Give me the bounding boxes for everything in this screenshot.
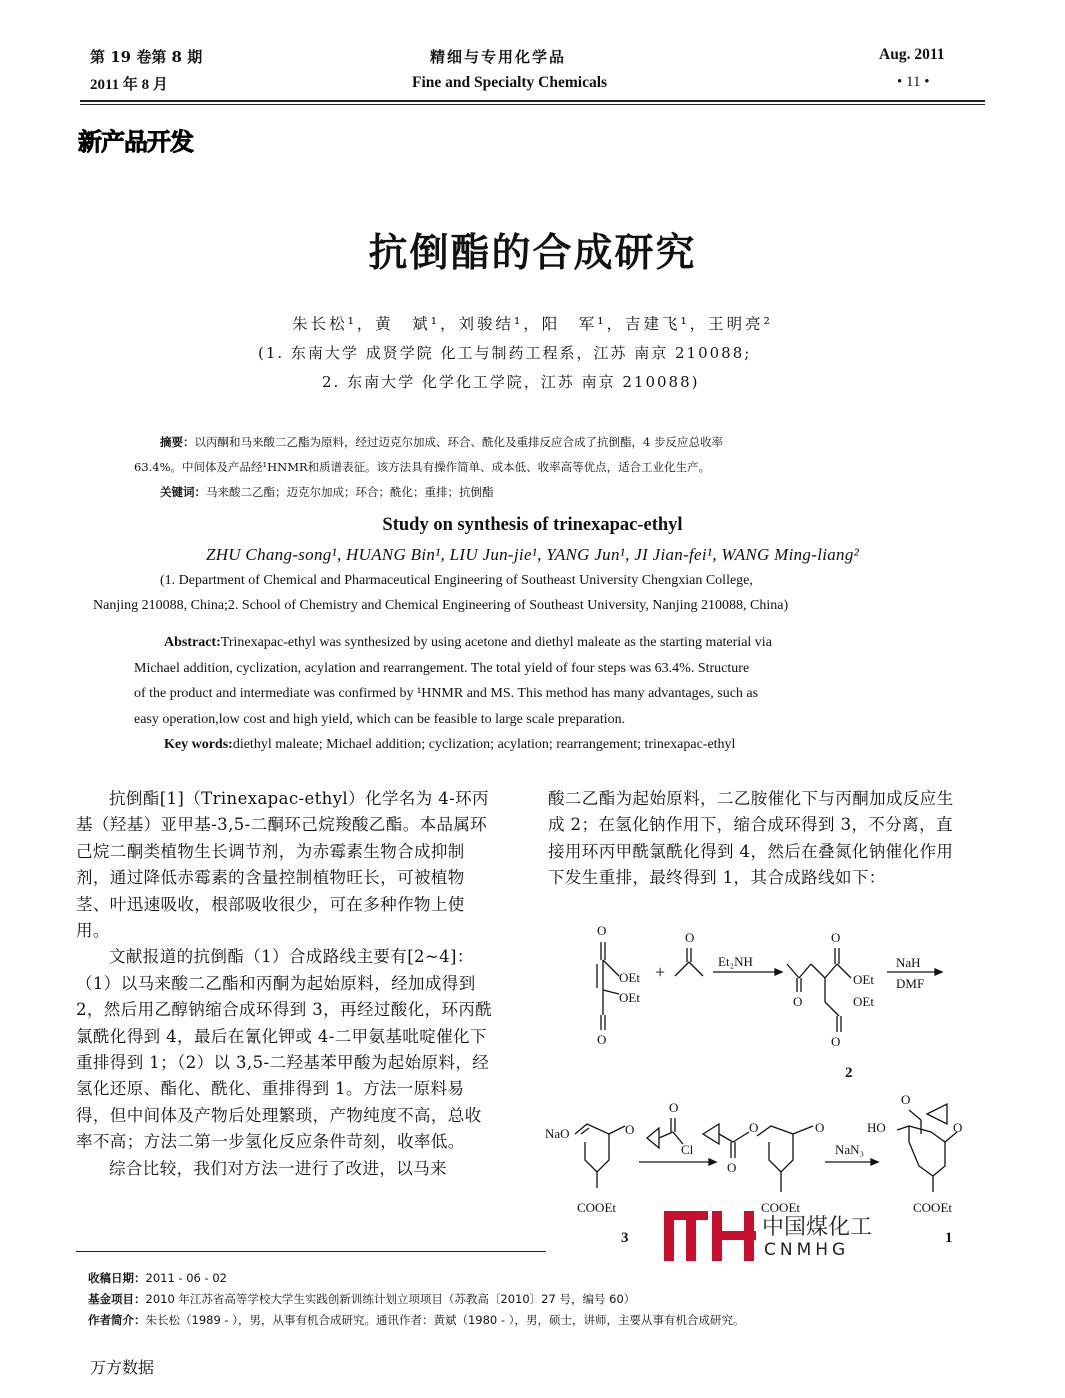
scheme-cl: Cl <box>681 1142 694 1157</box>
section-label: 新产品开发 <box>78 128 193 156</box>
keywords-cn <box>160 480 494 505</box>
body-paragraph-2: 文献报道的抗倒酯（1）合成路线主要有[2~4]：（1）以马来酸二乙酯和丙酮为起始原料，经加成得到 2，然后用乙醇钠缩合成环得到 3，再经过酸化，环丙酰氯酰化得到 4，最后在氰化钾或 4-二甲氨基吡啶催化下重排得到 1；（2）以 3,5-二羟基苯甲酸为起始原料，经氢化还原、酯化、酰化、重排得到 1。方法一原料易得，但中间体及产物后处理繁琐，产物纯度不高，总收率不高；方法二第一步氢化反应条件苛刻，收率低。 <box>76 947 493 1152</box>
compound-1-structure <box>867 1092 962 1215</box>
received-date: 2011 - 06 - 02 <box>145 1271 227 1285</box>
reagent-et2nh: Et₂NH <box>718 954 753 969</box>
keywords-en-label: Key words: <box>164 737 233 752</box>
scheme-o: O <box>625 1122 635 1137</box>
fund-label: 基金项目： <box>88 1292 146 1306</box>
watermark-brand-cn: 中国煤化工 <box>762 1215 873 1240</box>
fund-text: 2010 年江苏省高等学校大学生实践创新训练计划立项项目（苏教高〔2010〕27 号，编号 60） <box>145 1292 636 1306</box>
scheme-o: O <box>953 1120 963 1135</box>
body-paragraph-3: 综合比较，我们对方法一进行了改进，以马来 <box>109 1158 447 1178</box>
scheme-oet: OEt <box>619 990 640 1005</box>
compound-3-structure <box>545 1122 634 1215</box>
affiliation-en-2: Nanjing 210088, China;2. School of Chemistry and Chemical Engineering of Southeast University, Nanjing 210088, China) <box>93 598 789 613</box>
abstract-en-line-4: easy operation,low cost and high yield, which can be feasible to large scale preparation. <box>134 711 626 727</box>
reagent-nah: NaH <box>896 955 921 970</box>
acetone-structure <box>675 930 703 976</box>
footnote-rule <box>76 1251 546 1252</box>
keywords-cn-label: 关键词： <box>160 485 206 499</box>
scheme-o: O <box>831 1034 841 1049</box>
abstract-en-line-2: Michael addition, cyclization, acylation and rearrangement. The total yield of four steps was 63.4%. Structure <box>134 660 750 676</box>
diethyl-maleate-structure <box>597 923 640 1047</box>
scheme-o: O <box>901 1092 911 1107</box>
scheme-o: O <box>793 994 803 1009</box>
scheme-cooet: COOEt <box>761 1200 800 1215</box>
scheme-o: O <box>815 1120 825 1135</box>
scheme-o: O <box>597 1032 607 1047</box>
scheme-ho: HO <box>867 1120 886 1135</box>
abstract-en-line-1: Trinexapac-ethyl was synthesized by using acetone and diethyl maleate as the starting material via <box>220 635 772 650</box>
scheme-o: O <box>749 1120 759 1135</box>
abstract-cn-line-2: 63.4%。中间体及产品经¹HNMR和质谱表征。该方法具有操作简单、成本低、收率高等优点，适合工业化生产。 <box>134 460 711 474</box>
compound-label-3: 3 <box>621 1230 629 1246</box>
page-number: • 11 • <box>897 74 930 90</box>
scheme-plus: + <box>655 962 666 982</box>
scheme-o: O <box>669 1100 679 1115</box>
scheme-oet: OEt <box>853 972 874 987</box>
abstract-cn-label: 摘要： <box>160 435 195 449</box>
synthesis-scheme <box>535 920 980 1250</box>
reagent-dmf: DMF <box>896 976 925 991</box>
journal-date-cn: 2011 年 8 月 <box>90 77 168 93</box>
scheme-o: O <box>597 923 607 938</box>
cnmhg-logo-icon <box>660 1207 760 1265</box>
scheme-o: O <box>727 1160 737 1175</box>
title-en: Study on synthesis of trinexapac-ethyl <box>382 515 683 535</box>
reagent-nan3: NaN₃ <box>835 1142 865 1157</box>
authors-en: ZHU Chang-song¹, HUANG Bin¹, LIU Jun-jie¹, YANG Jun¹, JI Jian-fei¹, WANG Ming-liang² <box>205 545 860 564</box>
journal-name-cn: 精细与专用化学品 <box>430 48 567 66</box>
scheme-cooet: COOEt <box>577 1200 616 1215</box>
author-label: 作者简介： <box>88 1313 146 1327</box>
body-paragraph-right: 酸二乙酯为起始原料，二乙胺催化下与丙酮加成反应生成 2；在氢化钠作用下，缩合成环得到 3，不分离，直接用环丙甲酰氯酰化得到 4，然后在叠氮化钠催化作用下发生重排，最终得到 1，其合成路线如下： <box>548 789 954 888</box>
scheme-cooet: COOEt <box>913 1200 952 1215</box>
scheme-nao: NaO <box>545 1126 570 1141</box>
abstract-en-label: Abstract: <box>164 635 221 650</box>
compound-4-structure <box>703 1120 824 1215</box>
compound-2-structure <box>787 930 874 1049</box>
footnotes <box>88 1268 988 1331</box>
body-left-column <box>76 786 496 1182</box>
compound-label-1: 1 <box>945 1230 953 1246</box>
authors-cn: 朱长松¹，黄 斌¹，刘骏结¹，阳 军¹，吉建飞¹，王明亮² <box>292 315 773 333</box>
header-rule-thin <box>80 104 985 105</box>
scheme-o: O <box>685 930 695 945</box>
scheme-oet: OEt <box>853 994 874 1009</box>
author-text: 朱长松（1989 - ），男，从事有机合成研究。通讯作者：黄斌（1980 - ），男，硕士，讲师，主要从事有机合成研究。 <box>145 1313 745 1327</box>
watermark-brand-en: CNMHG <box>764 1240 850 1260</box>
abstract-cn-line-1: 以丙酮和马来酸二乙酯为原料，经过迈克尔加成、环合、酰化及重排反应合成了抗倒酯，4 步反应总收率 <box>194 435 723 449</box>
body-paragraph-1: 抗倒酯[1]（Trinexapac-ethyl）化学名为 4-环丙基（羟基）亚甲基-3,5-二酮环己烷羧酸乙酯。本品属环己烷二酮类植物生长调节剂，为赤霉素生物合成抑制剂，通过降低赤霉素的含量控制植物旺长，可被植物茎、叶迅速吸收，根部吸收很少，可在多种作物上使用。 <box>76 789 489 941</box>
cyclopropanecarbonyl-chloride-structure <box>647 1100 694 1157</box>
header-rule <box>80 100 985 102</box>
keywords-en-text: diethyl maleate; Michael addition; cyclization; acylation; rearrangement; trinexapac-ethyl <box>232 737 736 752</box>
abstract-en <box>134 630 914 758</box>
scheme-o: O <box>831 930 841 945</box>
received-label: 收稿日期： <box>88 1271 146 1285</box>
abstract-en-line-3: of the product and intermediate was confirmed by ¹HNMR and MS. This method has many advantages, such as <box>134 686 759 701</box>
keywords-cn-text: 马来酸二乙酯；迈克尔加成；环合；酰化；重排；抗倒酯 <box>206 485 494 499</box>
affiliation-cn-1: (1. 东南大学 成贤学院 化工与制药工程系，江苏 南京 210088; <box>258 344 752 362</box>
body-right-column <box>548 786 968 892</box>
affiliation-cn-2: 2. 东南大学 化学化工学院，江苏 南京 210088) <box>322 373 700 391</box>
compound-label-2: 2 <box>845 1065 853 1081</box>
source-watermark: 万方数据 <box>90 1358 155 1377</box>
scheme-oet: OEt <box>619 970 640 985</box>
journal-name-en: Fine and Specialty Chemicals <box>412 74 608 91</box>
abstract-cn <box>160 430 920 455</box>
affiliation-en-1: (1. Department of Chemical and Pharmaceutical Engineering of Southeast University Chengxian College, <box>160 573 753 588</box>
journal-date-en: Aug. 2011 <box>879 46 945 63</box>
journal-volume: 第 19 卷第 8 期 <box>90 48 203 66</box>
title-cn: 抗倒酯的合成研究 <box>368 231 697 276</box>
